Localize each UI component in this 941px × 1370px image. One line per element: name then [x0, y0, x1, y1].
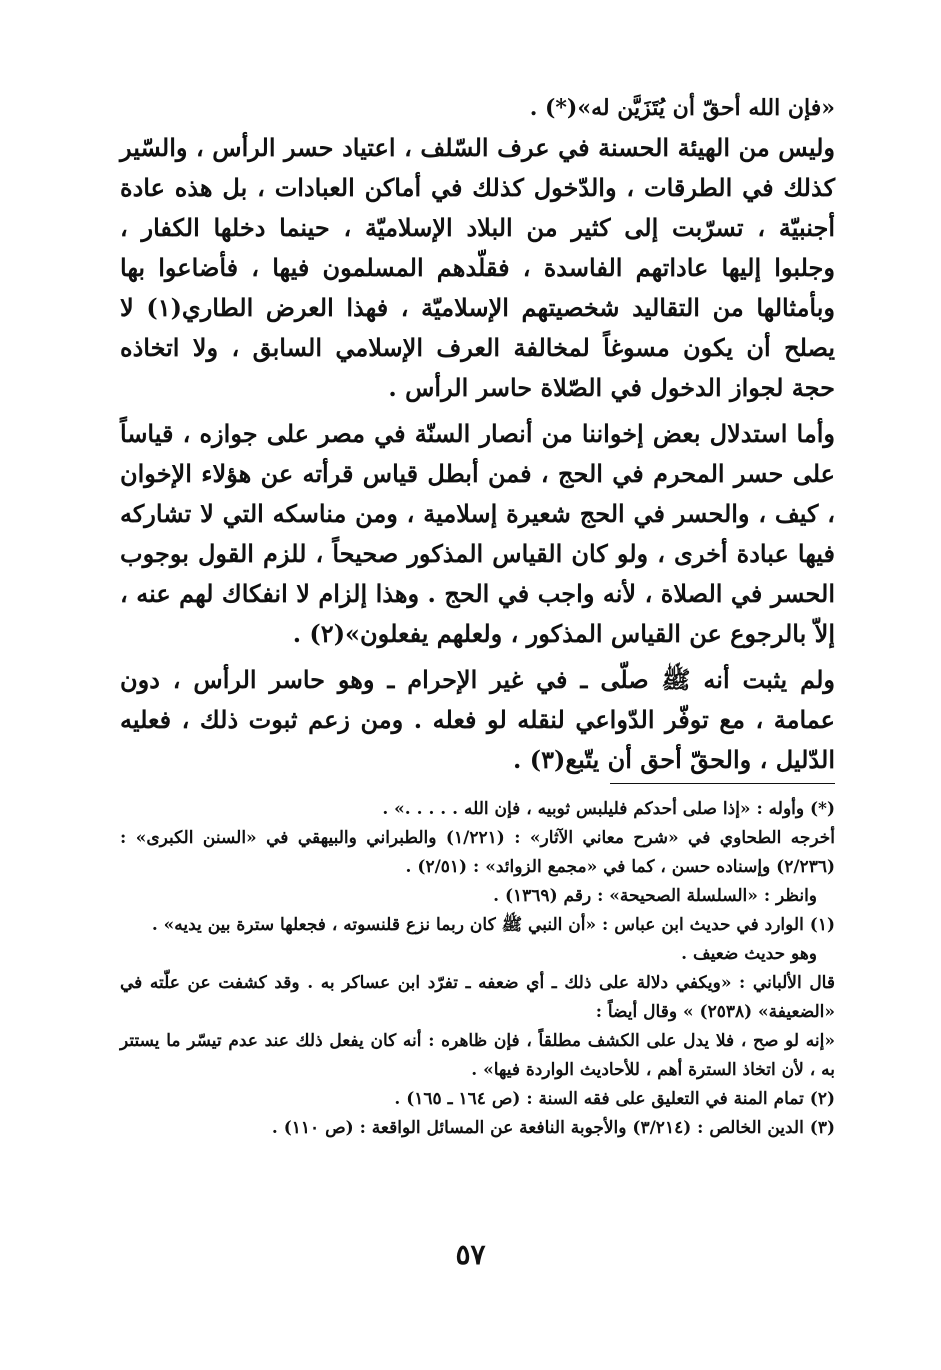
page-number: ٥٧	[455, 1238, 486, 1271]
paragraph-uncovered-head: وليس من الهيئة الحسنة في عرف السّلف ، اعتياد حسر الرأس ، والسّير كذلك في الطرقات ، والدّخول كذلك في أماكن العبادات ، بل هذه عادة أجنبيّة ، تسرّبت إلى كثير من البلاد الإسلاميّة ، حينما دخلها الكفار ، وجلبوا إليها عاداتهم الفاسدة ، فقلّدهم المسلمون فيها ، فأضاعوا بها وبأمثالها من التقاليد شخصيتهم الإسلاميّة ، فهذا العرض الطاري(١) لا يصلح أن يكون مسوغاً لمخالفة العرف الإسلامي السابق ، ولا اتخاذه حجة لجواز الدخول في الصّلاة حاسر الرأس .	[120, 133, 836, 402]
paragraph-analogy-hajj: وأما استدلال بعض إخواننا من أنصار السنّة في مصر على جوازه ، قياساً على حسر المحرم في الحج ، فمن أبطل قياس قرأته عن هؤلاء الإخوان ، كيف ، والحسر في الحج شعيرة إسلامية ، ومن مناسكه التي لا تشاركه فيها عبادة أخرى ، ولو كان القياس المذكور صحيحاً ، للزم القول بوجوب الحسر في الصلاة ، لأنه واجب في الحج . وهذا إلزام لا انفكاك لهم عنه ، إلاّ بالرجوع عن القياس المذكور ، ولعلهم يفعلون»(٢) .	[120, 419, 836, 648]
footnote-star: (*) وأوله : «إذا صلى أحدكم فليلبس ثوبيه ، فإن الله . . . . .» .	[382, 799, 835, 819]
footnote-1: (١) الوارد في حديث ابن عباس : «أن النبي ﷺ كان ربما نزع قلنسوته ، فجعلها سترة بين يديه» .	[151, 915, 835, 935]
footnote-star-see-also: وانظر : «السلسلة الصحيحة» : رقم (١٣٦٩) .	[493, 886, 817, 906]
footnote-separator	[610, 783, 835, 784]
footnote-1-grade: وهو حديث ضعيف .	[681, 944, 817, 964]
paragraph-prophet-practice: ولم يثبت أنه ﷺ صلّى ـ في غير الإحرام ـ وهو حاسر الرأس ، دون عمامة ، مع توفّر الدّواعي لنقله لو فعله . ومن زعم ثبوت ذلك ، فعليه الدّليل ، والحقّ أحق أن يتّبع(٣) .	[120, 665, 835, 774]
opening-quote: «فإن الله أحقّ أن يُتَزَيَّن له»(*) .	[529, 95, 835, 121]
main-text	[120, 88, 835, 780]
footnote-star-source: أخرجه الطحاوي في «شرح معاني الآثار» : (١/٢٢١) والطبراني والبيهقي في «السنن الكبرى» : (٢/٢٣٦) وإسناده حسن ، كما في «مجمع الزوائد» : (٢/٥١) .	[120, 828, 835, 877]
footnotes	[120, 795, 835, 1143]
footnote-3: (٣) الدين الخالص : (٣/٢١٤) والأجوبة النافعة عن المسائل الواقعة : (ص ١١٠) .	[271, 1118, 835, 1138]
footnote-2: (٢) تمام المنة في التعليق على فقه السنة : (ص ١٦٤ ـ ١٦٥) .	[394, 1089, 835, 1109]
footnote-1-albani-quote: «إنه لو صح ، فلا يدل على الكشف مطلقاً ، فإن ظاهره : أنه كان يفعل ذلك عند عدم تيسّر ما يستتر به ، لأن اتخاذ السترة أهم ، للأحاديث الواردة فيها» .	[120, 1031, 835, 1080]
footnote-1-albani: قال الألباني : «ويكفي دلالة على ذلك ـ أي ضعفه ـ تفرّد ابن عساكر به . وقد كشفت عن علّته في «الضعيفة» (٢٥٣٨) » وقال أيضاً :	[120, 973, 835, 1022]
